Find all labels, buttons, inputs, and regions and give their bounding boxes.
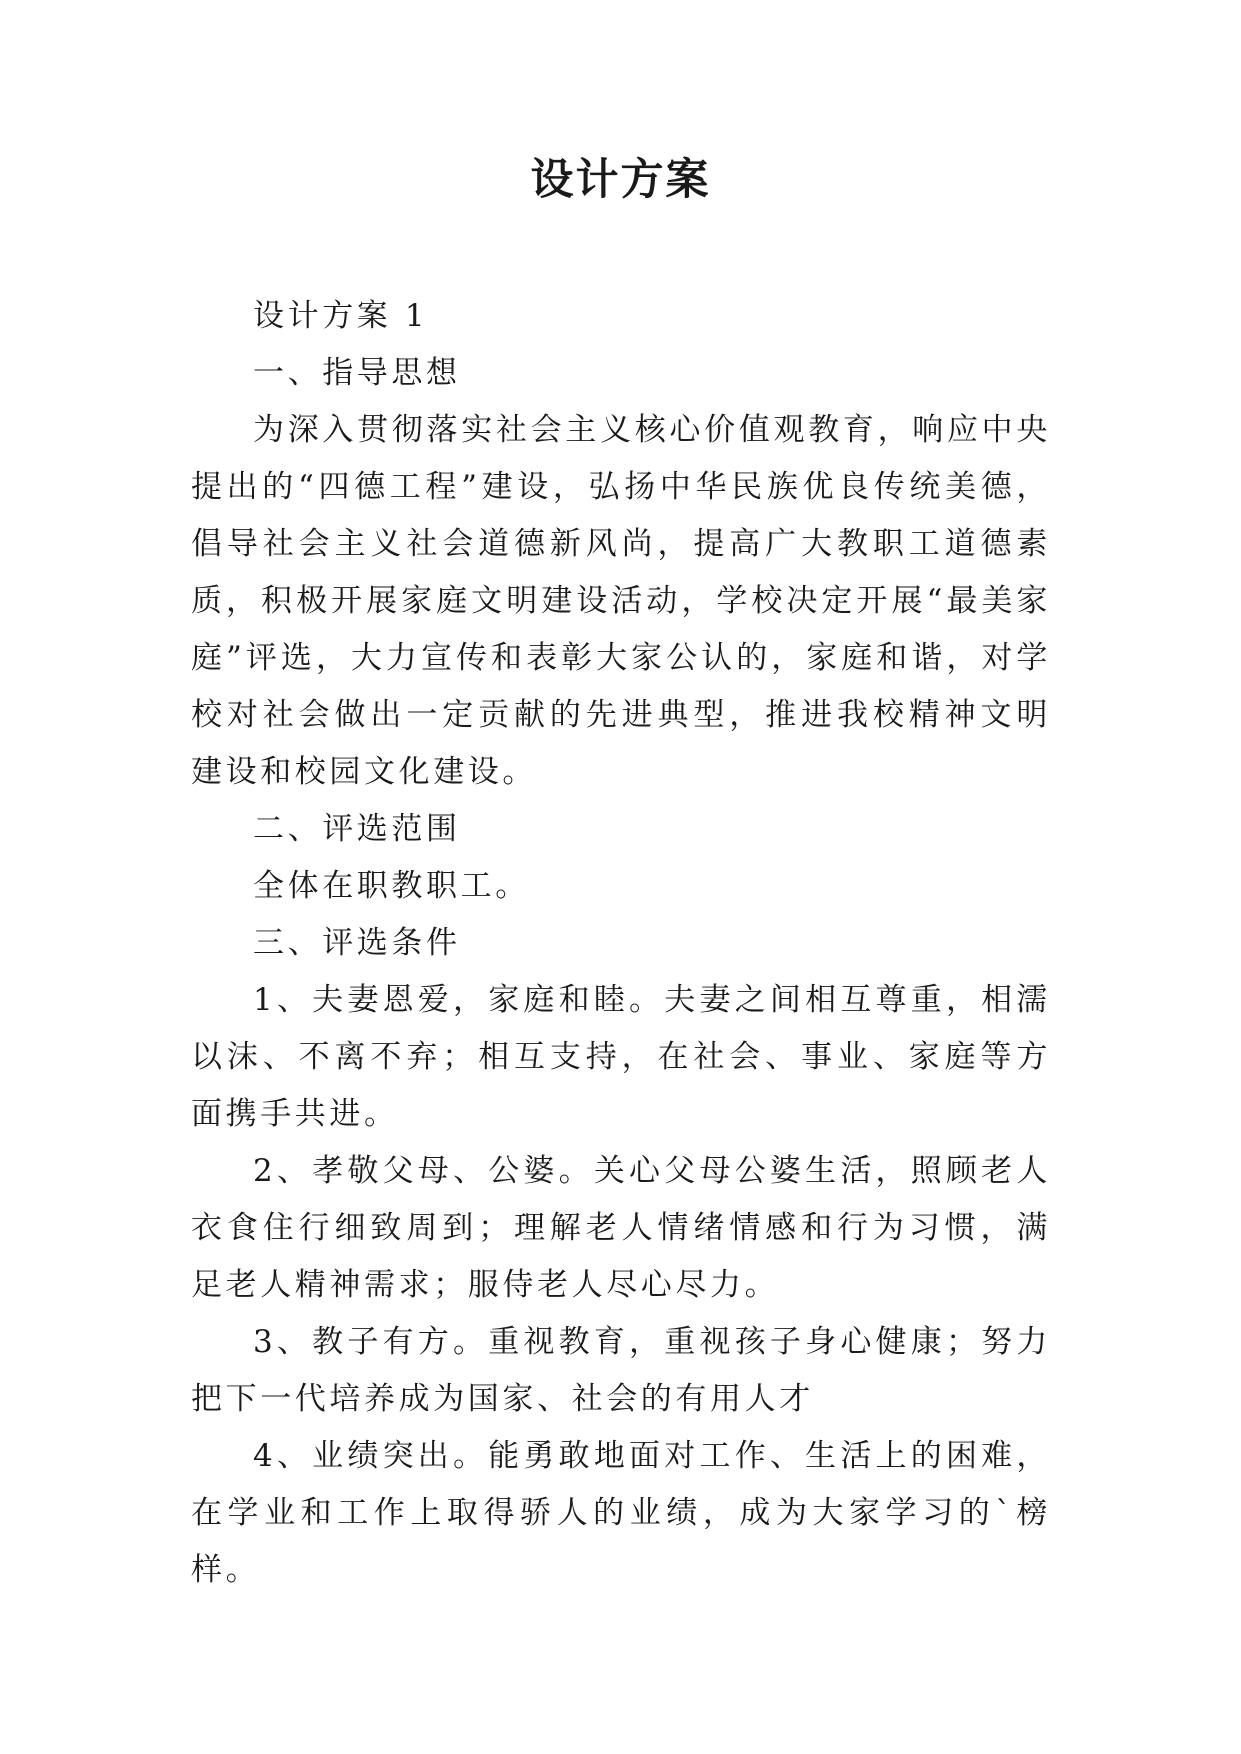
- section-heading: 设计方案 1: [253, 298, 429, 334]
- section-heading: 三、评选条件: [253, 925, 461, 961]
- section-heading: 二、评选范围: [253, 811, 461, 847]
- list-item: 3、教子有方。重视教育，重视孩子身心健康；努力把下一代培养成为国家、社会的有用人才: [191, 1324, 1051, 1417]
- paragraph: 为深入贯彻落实社会主义核心价值观教育，响应中央提出的“四德工程”建设，弘扬中华民族优良传统美德，倡导社会主义社会道德新风尚，提高广大教职工道德素质，积极开展家庭文明建设活动，学校决定开展“最美家庭”评选，大力宣传和表彰大家公认的，家庭和谐，对学校对社会做出一定贡献的先进典型，推进我校精神文明建设和校园文化建设。: [191, 412, 1051, 790]
- document-title: 设计方案: [530, 155, 711, 205]
- list-item: 4、业绩突出。能勇敢地面对工作、生活上的困难，在学业和工作上取得骄人的业绩，成为大家学习的`榜样。: [191, 1438, 1051, 1588]
- paragraph: 全体在职教职工。: [253, 868, 530, 904]
- document-body: [191, 288, 1051, 1599]
- section-heading: 一、指导思想: [253, 355, 461, 391]
- list-item: 1、夫妻恩爱，家庭和睦。夫妻之间相互尊重，相濡以沫、不离不弃；相互支持，在社会、事业、家庭等方面携手共进。: [191, 982, 1051, 1132]
- list-item: 2、孝敬父母、公婆。关心父母公婆生活，照顾老人衣食住行细致周到；理解老人情绪情感和行为习惯，满足老人精神需求；服侍老人尽心尽力。: [191, 1153, 1051, 1303]
